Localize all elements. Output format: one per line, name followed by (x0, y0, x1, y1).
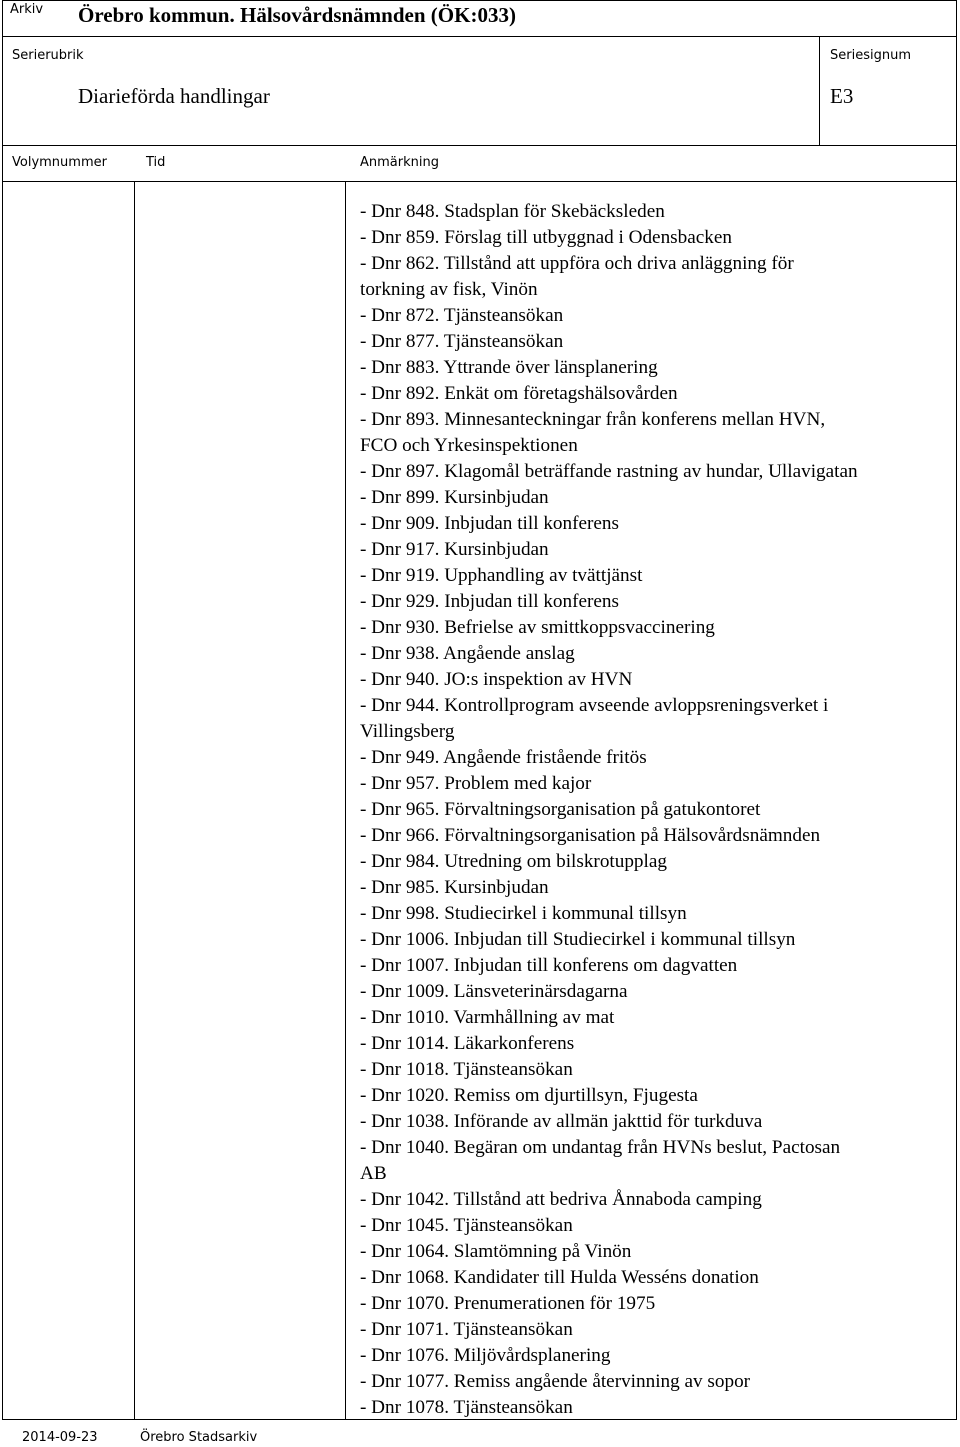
series-signum-label: Seriesignum (830, 48, 911, 63)
note-line: - Dnr 893. Minnesanteckningar från konferens mellan HVN, (360, 409, 826, 430)
note-line: - Dnr 938. Angående anslag (360, 643, 575, 664)
note-line: - Dnr 957. Problem med kajor (360, 773, 592, 794)
note-line: Villingsberg (360, 721, 455, 742)
note-line: - Dnr 1010. Varmhållning av mat (360, 1007, 615, 1028)
note-line: - Dnr 899. Kursinbjudan (360, 487, 549, 508)
note-line: - Dnr 1071. Tjänsteansökan (360, 1319, 573, 1340)
note-line: - Dnr 859. Förslag till utbyggnad i Odensbacken (360, 227, 732, 248)
note-line: - Dnr 929. Inbjudan till konferens (360, 591, 619, 612)
note-line: - Dnr 1077. Remiss angående återvinning av sopor (360, 1371, 751, 1392)
note-line: - Dnr 930. Befrielse av smittkoppsvaccinering (360, 617, 715, 638)
note-line: - Dnr 862. Tillstånd att uppföra och driva anläggning för (360, 253, 794, 274)
note-line: - Dnr 1042. Tillstånd att bedriva Ånnaboda camping (360, 1189, 762, 1210)
footer-date: 2014-09-23 (22, 1430, 98, 1445)
note-line: - Dnr 1068. Kandidater till Hulda Wesséns donation (360, 1267, 759, 1288)
note-line: - Dnr 966. Förvaltningsorganisation på Hälsovårdsnämnden (360, 825, 821, 846)
series-heading-value: Diarieförda handlingar (78, 84, 270, 108)
footer-archive: Örebro Stadsarkiv (140, 1430, 258, 1445)
note-line: - Dnr 1014. Läkarkonferens (360, 1033, 575, 1054)
note-line: - Dnr 883. Yttrande över länsplanering (360, 357, 658, 378)
note-line: torkning av fisk, Vinön (360, 279, 538, 300)
signum-divider (819, 36, 820, 145)
note-line: - Dnr 1007. Inbjudan till konferens om dagvatten (360, 955, 738, 976)
note-line: - Dnr 872. Tjänsteansökan (360, 305, 564, 326)
note-line: - Dnr 940. JO:s inspektion av HVN (360, 669, 633, 690)
note-line: FCO och Yrkesinspektionen (360, 435, 578, 456)
series-signum-value: E3 (830, 84, 854, 108)
column-header-volume: Volymnummer (12, 155, 107, 170)
note-line: - Dnr 1009. Länsveterinärsdagarna (360, 981, 628, 1002)
note-line: - Dnr 985. Kursinbjudan (360, 877, 549, 898)
note-line: - Dnr 998. Studiecirkel i kommunal tillsyn (360, 903, 687, 924)
note-line: - Dnr 984. Utredning om bilskrotupplag (360, 851, 667, 872)
note-line: - Dnr 848. Stadsplan för Skebäcksleden (360, 201, 665, 222)
note-line: - Dnr 1078. Tjänsteansökan (360, 1397, 573, 1418)
series-heading-label: Serierubrik (12, 48, 84, 63)
column-header-time: Tid (146, 155, 166, 170)
note-line: - Dnr 1020. Remiss om djurtillsyn, Fjugesta (360, 1085, 698, 1106)
note-line: - Dnr 965. Förvaltningsorganisation på gatukontoret (360, 799, 761, 820)
note-line: - Dnr 897. Klagomål beträffande rastning av hundar, Ullavigatan (360, 461, 858, 482)
column-divider-time (345, 181, 346, 1420)
note-line: - Dnr 1040. Begäran om undantag från HVNs beslut, Pactosan (360, 1137, 841, 1158)
note-line: - Dnr 944. Kontrollprogram avseende avloppsreningsverket i (360, 695, 829, 716)
header-divider-1 (2, 36, 957, 37)
archive-name: Örebro kommun. Hälsovårdsnämnden (ÖK:033) (78, 3, 516, 27)
note-line: - Dnr 1038. Införande av allmän jakttid för turkduva (360, 1111, 763, 1132)
note-line: - Dnr 1064. Slamtömning på Vinön (360, 1241, 632, 1262)
notes-list (360, 199, 952, 1421)
archive-label: Arkiv (10, 2, 44, 17)
note-line: - Dnr 877. Tjänsteansökan (360, 331, 564, 352)
note-line: - Dnr 892. Enkät om företagshälsovården (360, 383, 678, 404)
note-line: - Dnr 1070. Prenumerationen för 1975 (360, 1293, 656, 1314)
note-line: - Dnr 1018. Tjänsteansökan (360, 1059, 573, 1080)
column-divider-volume (134, 181, 135, 1420)
note-line: - Dnr 1006. Inbjudan till Studiecirkel i kommunal tillsyn (360, 929, 796, 950)
note-line: - Dnr 917. Kursinbjudan (360, 539, 549, 560)
note-line: - Dnr 919. Upphandling av tvättjänst (360, 565, 643, 586)
note-line: - Dnr 1045. Tjänsteansökan (360, 1215, 573, 1236)
header-divider-2 (2, 145, 957, 146)
note-line: - Dnr 1076. Miljövårdsplanering (360, 1345, 611, 1366)
note-line: AB (360, 1163, 387, 1184)
column-header-divider (2, 181, 957, 182)
note-line: - Dnr 909. Inbjudan till konferens (360, 513, 619, 534)
column-header-note: Anmärkning (360, 155, 439, 170)
note-line: - Dnr 949. Angående fristående fritös (360, 747, 647, 768)
